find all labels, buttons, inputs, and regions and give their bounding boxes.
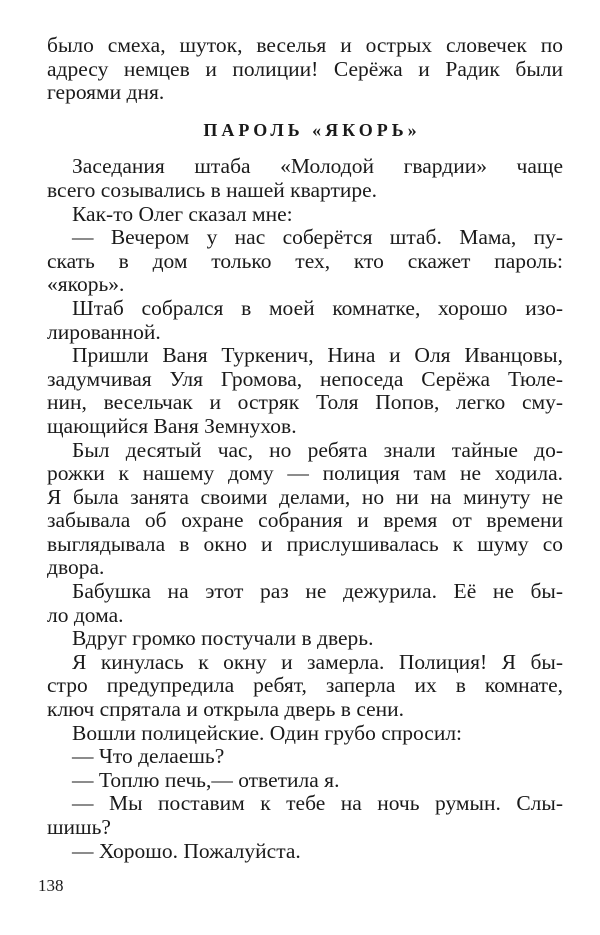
text-line: Вдруг громко постучали в дверь. — [72, 626, 374, 651]
paragraph — [47, 580, 563, 627]
paragraph — [47, 226, 563, 297]
text-line: шишь? — [47, 815, 111, 839]
text-line: адресу немцев и полиции! Серёжа и Радик были — [47, 56, 563, 81]
text-line: — Мы поставим к тебе на ночь румын. Слы- — [72, 791, 563, 816]
text-line: выглядывала в окно и прислушивалась к шуму со — [47, 531, 563, 556]
text-line: Пришли Ваня Туркенич, Нина и Оля Иванцовы, — [72, 343, 563, 368]
paragraph — [47, 297, 563, 344]
page-number: 138 — [38, 876, 64, 895]
text-line: задумчивая Уля Громова, непоседа Серёжа Тюле- — [47, 366, 563, 391]
text-line: скать в дом только тех, кто скажет пароль: — [47, 248, 563, 273]
text-line: Как-то Олег сказал мне: — [72, 201, 293, 226]
body-text — [47, 155, 563, 863]
text-line: героями дня. — [47, 80, 165, 105]
paragraph — [47, 792, 563, 839]
text-line: «якорь». — [47, 272, 125, 297]
text-line: лированной. — [47, 319, 161, 344]
text-line: ло дома. — [47, 602, 124, 627]
text-line: Штаб собрался в моей комнатке, хорошо изо- — [72, 295, 563, 320]
paragraph — [47, 439, 563, 581]
text-line: Заседания штаба «Молодой гвардии» чаще — [72, 154, 563, 179]
text-line: рожки к нашему дому — полиция там не ходила. — [47, 461, 563, 486]
text-line: двора. — [47, 555, 105, 580]
text-line: — Что делаешь? — [72, 744, 225, 769]
paragraph — [47, 745, 563, 769]
text-line: Вошли полицейские. Один грубо спросил: — [72, 720, 463, 745]
paragraph — [47, 840, 563, 864]
text-line: Был десятый час, но ребята знали тайные до- — [72, 437, 563, 462]
text-line: нин, весельчак и остряк Толя Попов, легко сму- — [47, 390, 563, 415]
book-page — [47, 34, 563, 863]
paragraph — [47, 769, 563, 793]
paragraph — [47, 203, 563, 227]
text-line: — Вечером у нас соберётся штаб. Мама, пу- — [72, 225, 563, 250]
paragraph — [47, 344, 563, 438]
paragraph — [47, 155, 563, 202]
text-line: всего созывались в нашей квартире. — [47, 177, 378, 202]
text-line: Я была занята своими делами, но ни на минуту не — [47, 484, 563, 509]
text-line: ключ спрятала и открыла дверь в сени. — [47, 697, 405, 722]
text-line: стро предупредила ребят, заперла их в комнате, — [47, 673, 563, 698]
paragraph — [47, 651, 563, 722]
text-line: Бабушка на этот раз не дежурила. Её не бы- — [72, 579, 563, 604]
text-line: Я кинулась к окну и замерла. Полиция! Я бы- — [72, 649, 563, 674]
text-line: щающийся Ваня Земнухов. — [47, 413, 297, 438]
text-line: — Хорошо. Пожалуйста. — [72, 838, 301, 863]
text-line: — Топлю печь,— ответила я. — [72, 767, 340, 792]
section-heading: ПАРОЛЬ «ЯКОРЬ» — [203, 119, 421, 140]
text-line: забывала об охране собрания и время от времени — [47, 508, 563, 533]
opening-text — [47, 34, 563, 105]
paragraph — [47, 722, 563, 746]
text-line: было смеха, шуток, веселья и острых словечек по — [47, 33, 563, 57]
paragraph — [47, 627, 563, 651]
